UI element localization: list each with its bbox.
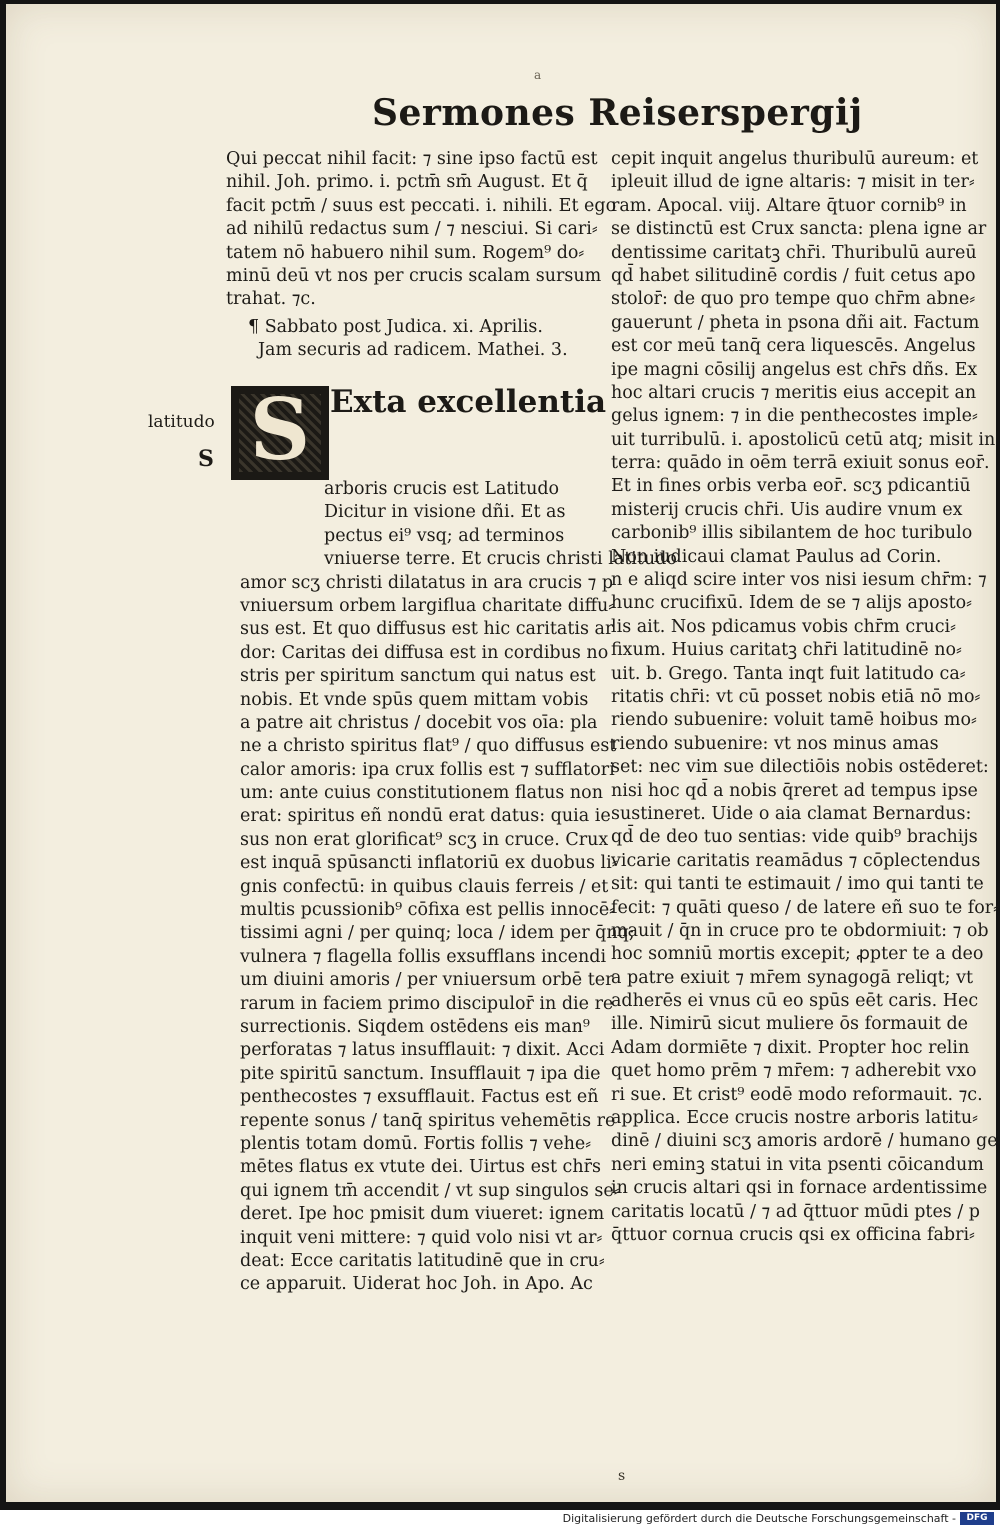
text-line: sit: qui tanti te estimauit / imo qui tanti te [611, 874, 984, 895]
text-line: um diuini amoris / per vniuersum orbē ter [240, 970, 614, 991]
text-line: amor scʒ christi dilatatus in ara crucis ⁊ p [240, 572, 614, 593]
text-line: hoc altari crucis ⁊ meritis eius accepit an [611, 382, 977, 403]
text-line: ille. Nimirū sicut muliere ōs formauit de [611, 1014, 969, 1035]
text-line: nisi hoc qd̄ a nobis q̄reret ad tempus ipse [611, 780, 978, 801]
text-line: gelus ignem: ⁊ in die penthecostes imple⸗ [611, 406, 978, 427]
text-line: plentis totam domū. Fortis follis ⁊ vehe⸗ [240, 1133, 592, 1154]
page-mark-bottom: s [618, 1468, 626, 1484]
text-line: multis pcussionib⁹ cōfixa est pellis innocē⸗ [240, 900, 616, 921]
text-line: nobis. Et vnde spūs quem mittam vobis [240, 689, 589, 710]
text-line: set: nec vim sue dilectiōis nobis ostēderet: [611, 757, 989, 778]
sermon-rubric [248, 316, 568, 363]
text-line: tatem nō habuero nihil sum. Rogem⁹ do⸗ [226, 242, 585, 263]
page-mark-top: a [534, 68, 542, 82]
text-line: quet homo prēm ⁊ mr̄em: ⁊ adherebit vxo [611, 1061, 977, 1082]
text-line: misterij crucis chr̄i. Uis audire vnum ex [611, 499, 963, 520]
text-line: pectus ei⁹ vsq; ad terminos [324, 525, 565, 546]
text-line: hoc somniū mortis excepit; ꝓpter te a deo [611, 944, 984, 965]
text-line: caritatis locatū / ⁊ ad q̄ttuor mūdi ptes / p [611, 1201, 981, 1222]
text-line: ri sue. Et crist⁹ eodē modo reformauit. ⁊c. [611, 1084, 983, 1105]
text-line: est inquā spūsancti inflatoriū ex duobus li⸗ [240, 853, 618, 874]
text-line: vulnera ⁊ flagella follis exsufflans incendi [240, 946, 607, 967]
text-line: rarum in faciem primo discipulor̄ in die re [240, 993, 614, 1014]
text-line: calor amoris: ipa crux follis est ⁊ sufflatori [240, 759, 615, 780]
text-line: ram. Apocal. viij. Altare q̄tuor cornib⁹ in [611, 195, 967, 216]
text-line: neri eminꝫ statui in vita psenti cōicandum [611, 1154, 984, 1175]
text-line: ipleuit illud de igne altaris: ⁊ misit in ter⸗ [611, 172, 975, 193]
text-line: est cor meū tanq̄ cera liquescēs. Angelus [611, 336, 976, 357]
text-line: dentissime caritatꝫ chr̄i. Thuribulū aureū [611, 242, 977, 263]
text-line: q̄ttuor cornua crucis qsi ex officina fabri⸗ [611, 1224, 975, 1245]
text-line: repente sonus / tanq̄ spiritus vehemētis re [240, 1110, 616, 1131]
text-line: um: ante cuius constitutionem flatus non [240, 783, 603, 804]
text-line: erat: spiritus eñ nondū erat datus: quia ie [240, 806, 611, 827]
text-line: qd̄ de deo tuo sentias: vide quib⁹ brachijs [611, 827, 978, 848]
text-line: Adam dormiēte ⁊ dixit. Propter hoc relin [611, 1037, 970, 1058]
text-line: carbonib⁹ illis sibilantem de hoc turibulo [611, 523, 973, 544]
initial-letter: S [249, 380, 311, 479]
dfg-logo: DFG [960, 1512, 994, 1525]
text-line: vicarie caritatis reamādus ⁊ cōplectendus [611, 850, 981, 871]
text-line: stris per spiritum sanctum qui natus est [240, 666, 596, 687]
text-line: ne a christo spiritus flat⁹ / quo diffusus est [240, 736, 617, 757]
digitization-footer [0, 1510, 1000, 1528]
text-line: gnis confectū: in quibus clauis ferreis / et [240, 876, 609, 897]
text-line: ritatis chr̄i: vt cū posset nobis etiā nō mo⸗ [611, 686, 981, 707]
text-line: ¶ Sabbato post Judica. xi. Aprilis. [248, 317, 543, 337]
text-line: dinē / diuini scʒ amoris ardorē / humano ge [611, 1131, 998, 1152]
text-line: inquit veni mittere: ⁊ quid volo nisi vt ar⸗ [240, 1227, 603, 1248]
text-line: sus non erat glorificat⁹ scʒ in cruce. Crux [240, 829, 609, 850]
right-column-text [611, 148, 999, 1247]
text-line: a patre exiuit ⁊ mr̄em synagogā reliqt; vt [611, 967, 974, 988]
text-line: dor: Caritas dei diffusa est in cordibus no [240, 642, 609, 663]
text-line: ad nihilū redactus sum / ⁊ nesciui. Si cari⸗ [226, 219, 598, 240]
text-line: vniuersum orbem largiflua charitate diffu⸗ [240, 595, 615, 616]
text-line: penthecostes ⁊ exsufflauit. Factus est eñ [240, 1087, 599, 1108]
text-line: Qui peccat nihil facit: ⁊ sine ipso factū est [226, 149, 598, 169]
text-line: sustineret. Uide o aia clamat Bernardus: [611, 803, 972, 824]
text-line: mētes flatus ex vtute dei. Uirtus est chr̄s [240, 1157, 601, 1178]
text-line: arboris crucis est Latitudo [324, 479, 560, 499]
text-line: in crucis altari qsi in fornace ardentissime [611, 1178, 988, 1199]
text-line: Jam securis ad radicem. Mathei. 3. [258, 340, 568, 361]
text-line: qui ignem tm̄ accendit / vt sup singulos se⸗ [240, 1180, 620, 1201]
marginal-letter: S [198, 446, 214, 472]
text-line: Et in fines orbis verba eor̄. scʒ pdicantiū [611, 476, 971, 497]
text-line: trahat. ⁊c. [226, 289, 316, 310]
text-line: nihil. Joh. primo. i. pctm̄ sm̄ August. Et q̄ [226, 172, 588, 193]
text-line: riendo subuenire: vt nos minus amas [611, 733, 939, 754]
text-line: ce apparuit. Uiderat hoc Joh. in Apo. Ac [240, 1274, 593, 1295]
left-column-main-text [240, 478, 677, 1297]
text-line: sus est. Et quo diffusus est hic caritatis ar [240, 619, 614, 640]
text-line: ipe magni cōsilij angelus est chr̄s dñs. Ex [611, 359, 978, 380]
text-line: uit turribulū. i. apostolicū cetū atq; misit in [611, 429, 996, 450]
text-line: cepit inquit angelus thuribulū aureum: et [611, 149, 979, 169]
text-line: hunc crucifixū. Idem de se ⁊ alijs aposto⸗ [611, 593, 973, 614]
text-line: perforatas ⁊ latus insufflauit: ⁊ dixit. Acci [240, 1040, 605, 1061]
text-line: Non iudicaui clamat Paulus ad Corin. [611, 546, 942, 567]
text-line: uit. b. Grego. Tanta inqt fuit latitudo ca⸗ [611, 663, 966, 684]
running-header-title: Sermones Reiserspergij [372, 92, 863, 134]
text-line: terra: quādo in oēm terrā exiuit sonus eor̄. [611, 453, 990, 474]
text-line: vniuerse terre. Et crucis christi latitudo [324, 549, 677, 570]
text-line: fecit: ⁊ quāti queso / de latere eñ suo te for⸗ [611, 897, 999, 918]
text-line: lis ait. Nos pdicamus vobis chr̄m cruci⸗ [611, 616, 956, 637]
text-line: fixum. Huius caritatꝫ chr̄i latitudinē no⸗ [611, 640, 962, 661]
footer-credit-text: Digitalisierung gefördert durch die Deutsche Forschungsgemeinschaft - [562, 1512, 956, 1525]
text-line: riendo subuenire: voluit tamē hoibus mo⸗ [611, 710, 977, 731]
text-line: pite spiritū sanctum. Insufflauit ⁊ ipa die [240, 1063, 601, 1084]
text-line: surrectionis. Siqdem ostēdens eis man⁹ [240, 1016, 590, 1037]
text-line: a patre ait christus / docebit vos oīa: pla [240, 712, 598, 733]
text-line: adherēs ei vnus cū eo spūs eēt caris. Hec [611, 991, 979, 1012]
text-line: facit pctm̄ / suus est peccati. i. nihili. Et ego [226, 195, 617, 216]
text-line: gauerunt / pheta in psona dñi ait. Factum [611, 312, 980, 333]
text-line: Dicitur in visione dñi. Et as [324, 502, 566, 523]
text-line: n e aliqd scire inter vos nisi iesum chr̄m: ⁊ [611, 570, 987, 591]
text-line: applica. Ecce crucis nostre arboris latitu⸗ [611, 1108, 979, 1129]
text-line: mauit / q̄n in cruce pro te obdormiuit: ⁊ ob [611, 920, 989, 941]
text-line: stolor̄: de quo pro tempe quo chr̄m abne⸗ [611, 289, 976, 310]
marginal-note: latitudo [148, 412, 215, 432]
text-line: tissimi agni / per quinq; loca / idem per q̄nq; [240, 923, 635, 944]
text-line: minū deū vt nos per crucis scalam sursum [226, 265, 602, 286]
decorated-initial [231, 380, 329, 480]
text-line: deat: Ecce caritatis latitudinē que in cru⸗ [240, 1250, 605, 1271]
sermon-incipit: Exta excellentia [330, 384, 607, 420]
left-column-top-text [226, 148, 617, 312]
text-line: deret. Ipe hoc pmisit dum viueret: ignem [240, 1204, 605, 1225]
text-line: se distinctū est Crux sancta: plena igne ar [611, 219, 987, 240]
text-line: qd̄ habet silitudinē cordis / fuit cetus apo [611, 265, 976, 286]
